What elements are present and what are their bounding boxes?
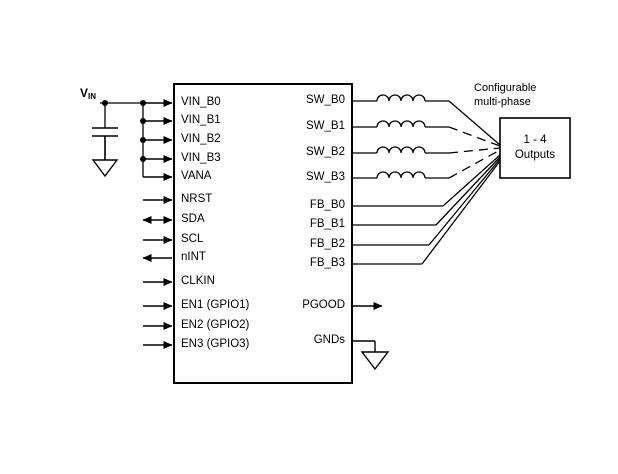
pin-label-pgood: PGOOD: [302, 299, 345, 311]
sw-net-2: [352, 147, 500, 153]
pin-label-scl: SCL: [181, 233, 204, 245]
pin-label-vin-b2: VIN_B2: [181, 133, 221, 145]
pin-label-fb-b3: FB_B3: [309, 257, 345, 269]
feedback-net: [352, 155, 500, 264]
ground-input: [93, 160, 117, 176]
pin-label-en3: EN3 (GPIO3): [181, 338, 250, 350]
pin-label-fb-b1: FB_B1: [309, 218, 345, 230]
pin-label-fb-b0: FB_B0: [309, 199, 345, 211]
pin-label-sda: SDA: [181, 213, 205, 225]
output-box-line2: Outputs: [514, 149, 556, 161]
pin-label-sw-b3: SW_B3: [306, 171, 345, 183]
sw-net-1: [352, 121, 500, 146]
pin-label-sw-b2: SW_B2: [306, 146, 345, 158]
annotation-configurable: Configurable: [474, 82, 537, 94]
annotation-multiphase: multi-phase: [474, 96, 531, 108]
pin-label-en1: EN1 (GPIO1): [181, 299, 250, 311]
pin-label-sw-b1: SW_B1: [306, 120, 345, 132]
gnds-net: [352, 341, 388, 369]
pin-label-vin-b0: VIN_B0: [181, 96, 221, 108]
sw-net-3: [352, 150, 500, 178]
pin-label-vana: VANA: [181, 170, 212, 182]
pin-label-nrst: NRST: [181, 193, 213, 205]
pin-label-fb-b2: FB_B2: [309, 238, 345, 250]
pin-label-en2: EN2 (GPIO2): [181, 319, 250, 331]
pin-label-sw-b0: SW_B0: [306, 94, 345, 106]
input-capacitor: [92, 128, 118, 160]
pin-label-nint: nINT: [181, 251, 206, 263]
pin-label-vin-b3: VIN_B3: [181, 152, 221, 164]
vin-supply-label: $V_{IN}$: [80, 86, 97, 101]
pin-label-clkin: CLKIN: [181, 275, 215, 287]
output-box-line1: 1 - 4: [523, 134, 547, 146]
pin-label-gnds: GNDs: [313, 334, 345, 346]
junction-dot: [102, 100, 108, 106]
pin-label-vin-b1: VIN_B1: [181, 114, 221, 126]
